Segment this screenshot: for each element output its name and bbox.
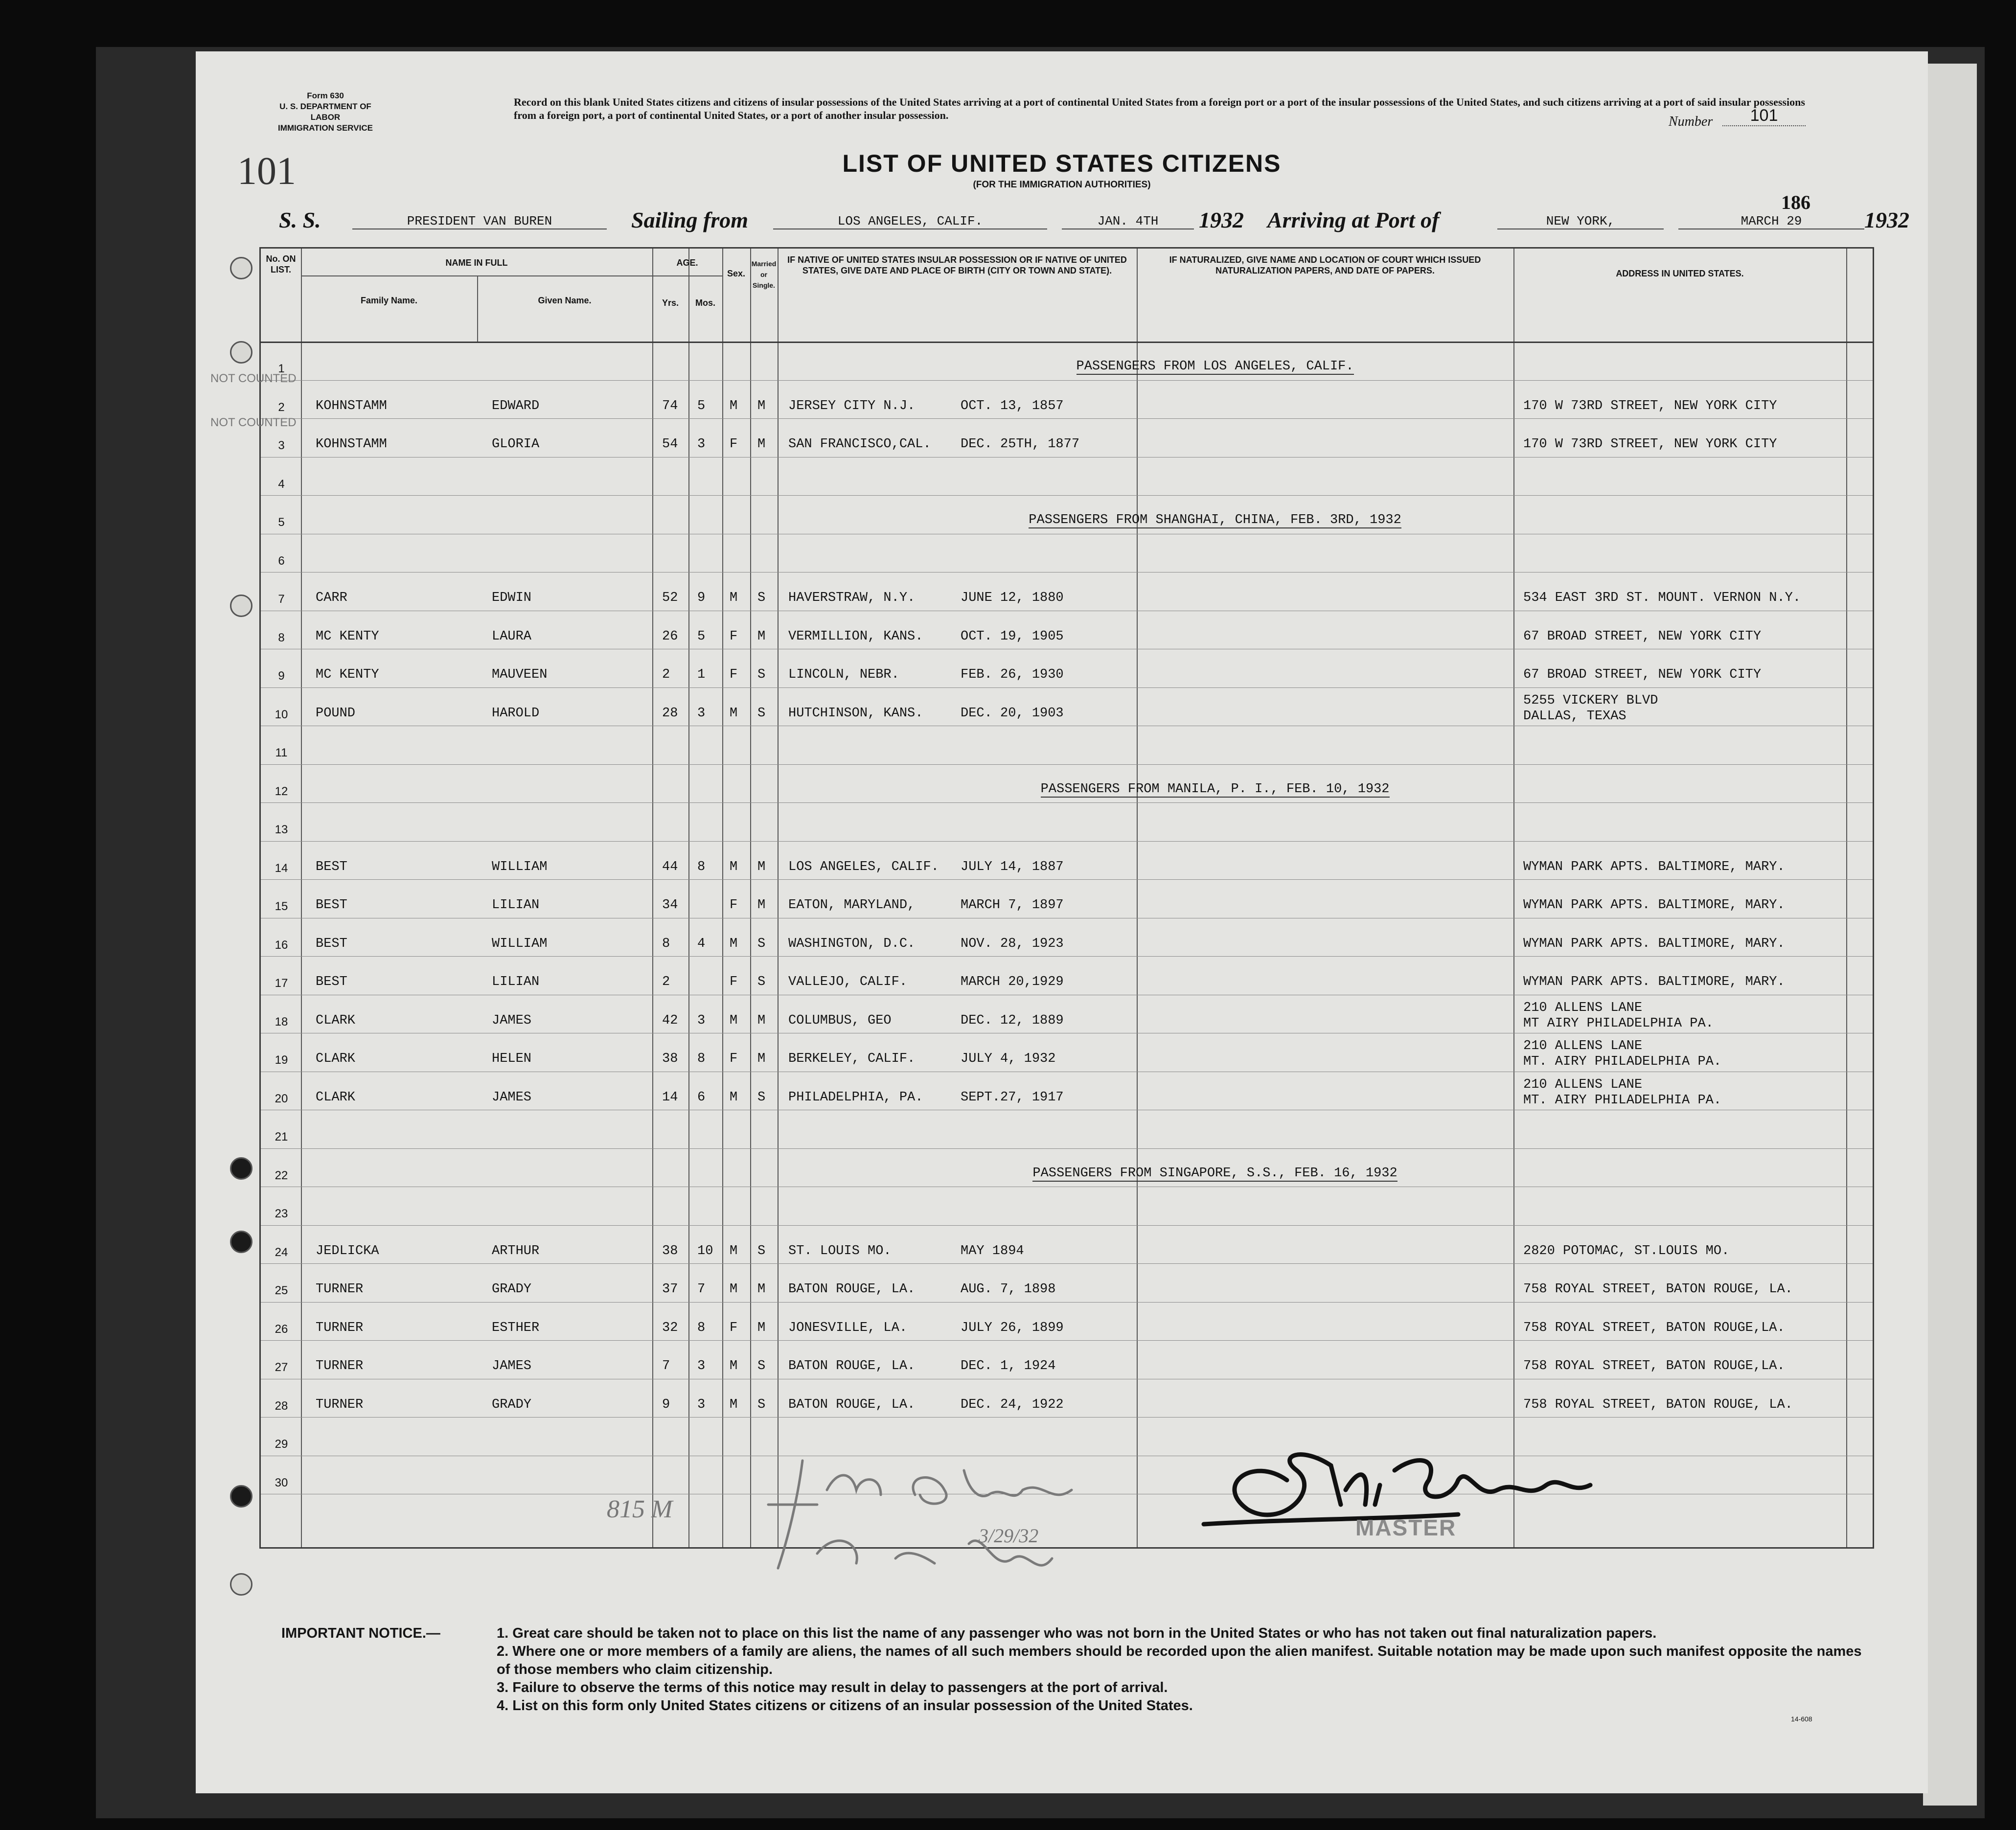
row-number: 8 <box>278 631 285 644</box>
row-rule <box>261 1340 1873 1341</box>
age-years: 8 <box>662 936 670 951</box>
given-name: HAROLD <box>492 706 540 721</box>
row-rule <box>261 1148 1873 1149</box>
sex: F <box>730 975 738 989</box>
row-rule <box>261 1417 1873 1418</box>
row-rule <box>261 802 1873 803</box>
handwritten-page-mark: 101 <box>237 150 296 193</box>
sex: M <box>730 1359 738 1373</box>
section-heading: PASSENGERS FROM MANILA, P. I., FEB. 10, 1932 <box>1040 781 1390 797</box>
given-name: EDWARD <box>492 398 540 413</box>
from-year: 1932 <box>1199 207 1244 232</box>
age-months: 8 <box>697 1052 706 1066</box>
given-name: LAURA <box>492 629 532 644</box>
row-number: 30 <box>275 1476 288 1489</box>
row-rule <box>261 879 1873 880</box>
notice-item-3: 3. Failure to observe the terms of this notice may result in delay to passengers at the port of arrival. <box>497 1680 1168 1695</box>
address: 758 ROYAL STREET, BATON ROUGE,LA. <box>1523 1359 1785 1373</box>
family-name: TURNER <box>316 1320 364 1335</box>
side-stamp: NOT COUNTED <box>210 416 297 429</box>
birth-date: OCT. 19, 1905 <box>961 629 1064 644</box>
age-years: 38 <box>662 1052 678 1066</box>
address: 170 W 73RD STREET, NEW YORK CITY <box>1523 398 1777 413</box>
printer-mark: 14-608 <box>1791 1715 1812 1723</box>
sex: M <box>730 1013 738 1028</box>
marital-status: S <box>757 1397 766 1412</box>
sailing-label: Sailing from <box>631 207 749 232</box>
given-name: ARTHUR <box>492 1243 540 1258</box>
row-number: 5 <box>278 516 285 529</box>
given-name: GLORIA <box>492 437 540 452</box>
birth-place: LOS ANGELES, CALIF. <box>788 859 939 874</box>
birth-date: MARCH 20,1929 <box>961 975 1064 989</box>
address-line-2: DALLAS, TEXAS <box>1523 709 1627 724</box>
family-name: TURNER <box>316 1359 364 1373</box>
family-name: CLARK <box>316 1090 356 1105</box>
punch-hole <box>230 1485 252 1508</box>
row-number: 24 <box>275 1245 288 1259</box>
address-line-1: 210 ALLENS LANE <box>1523 1039 1643 1053</box>
family-name: POUND <box>316 706 356 721</box>
from-port: LOS ANGELES, CALIF. <box>773 214 1047 229</box>
notice-item-1: 1. Great care should be taken not to place on this list the name of any passenger who was not born in the United States or who has not taken out final naturalization papers. <box>497 1625 1657 1641</box>
birth-date: DEC. 24, 1922 <box>961 1397 1064 1412</box>
address: WYMAN PARK APTS. BALTIMORE, MARY. <box>1523 975 1785 989</box>
row-rule <box>261 1302 1873 1303</box>
birth-date: MAY 1894 <box>961 1243 1024 1258</box>
birth-place: JONESVILLE, LA. <box>788 1320 908 1335</box>
given-name: ESTHER <box>492 1320 540 1335</box>
manifest-page <box>196 51 1928 1793</box>
manifest-table <box>259 247 1874 1549</box>
header-sex: Sex. <box>727 269 746 278</box>
birth-date: DEC. 12, 1889 <box>961 1013 1064 1028</box>
family-name: MC KENTY <box>316 629 379 644</box>
sex: F <box>730 667 738 682</box>
address-line-1: 210 ALLENS LANE <box>1523 1000 1643 1015</box>
row-number: 9 <box>278 669 285 683</box>
given-name: MAUVEEN <box>492 667 548 682</box>
address: 67 BROAD STREET, NEW YORK CITY <box>1523 629 1762 644</box>
family-name: KOHNSTAMM <box>316 437 387 452</box>
marital-status: S <box>757 1359 766 1373</box>
row-number: 17 <box>275 977 288 990</box>
age-months: 3 <box>697 1013 706 1028</box>
header-name-in-full: NAME IN FULL <box>445 258 508 268</box>
age-months: 8 <box>697 1320 706 1335</box>
row-number: 6 <box>278 554 285 568</box>
birth-place: LINCOLN, NEBR. <box>788 667 899 682</box>
marital-status: M <box>757 898 766 913</box>
row-number: 4 <box>278 477 285 491</box>
row-number: 15 <box>275 900 288 913</box>
row-rule <box>261 956 1873 957</box>
address: 170 W 73RD STREET, NEW YORK CITY <box>1523 437 1777 452</box>
section-heading: PASSENGERS FROM SINGAPORE, S.S., FEB. 16, 1932 <box>1032 1166 1397 1181</box>
birth-date: MARCH 7, 1897 <box>961 898 1064 913</box>
address-line-2: MT. AIRY PHILADELPHIA PA. <box>1523 1054 1722 1069</box>
birth-date: DEC. 20, 1903 <box>961 706 1064 721</box>
birth-place: SAN FRANCISCO,CAL. <box>788 437 931 452</box>
header-address: ADDRESS IN UNITED STATES. <box>1616 269 1744 278</box>
punch-hole <box>230 1157 252 1180</box>
row-number: 2 <box>278 400 285 414</box>
row-rule <box>261 1225 1873 1226</box>
birth-place: HAVERSTRAW, N.Y. <box>788 591 916 605</box>
sex: F <box>730 1052 738 1066</box>
marital-status: S <box>757 936 766 951</box>
row-number: 14 <box>275 861 288 875</box>
header-mos: Mos. <box>695 298 715 308</box>
row-number: 10 <box>275 708 288 721</box>
family-name: CLARK <box>316 1052 356 1066</box>
ship-name: PRESIDENT VAN BUREN <box>352 214 607 229</box>
given-name: WILLIAM <box>492 936 548 951</box>
age-months: 4 <box>697 936 706 951</box>
sex: F <box>730 898 738 913</box>
age-years: 34 <box>662 898 678 913</box>
row-number: 19 <box>275 1053 288 1067</box>
birth-place: JERSEY CITY N.J. <box>788 398 916 413</box>
row-rule <box>261 1263 1873 1264</box>
birth-date: AUG. 7, 1898 <box>961 1282 1056 1297</box>
given-name: JAMES <box>492 1013 532 1028</box>
row-number: 16 <box>275 938 288 952</box>
sex: M <box>730 859 738 874</box>
marital-status: M <box>757 398 766 413</box>
address: 2820 POTOMAC, ST.LOUIS MO. <box>1523 1243 1730 1258</box>
address: WYMAN PARK APTS. BALTIMORE, MARY. <box>1523 898 1785 913</box>
given-name: LILIAN <box>492 898 540 913</box>
birth-place: EATON, MARYLAND, <box>788 898 916 913</box>
punch-hole <box>230 257 252 279</box>
age-years: 38 <box>662 1243 678 1258</box>
birth-place: BERKELEY, CALIF. <box>788 1052 916 1066</box>
age-years: 74 <box>662 398 678 413</box>
sex: M <box>730 398 738 413</box>
marital-status: S <box>757 975 766 989</box>
marital-status: M <box>757 859 766 874</box>
row-number: 21 <box>275 1130 288 1144</box>
row-number: 3 <box>278 439 285 452</box>
row-number: 1 <box>278 362 285 375</box>
row-number: 26 <box>275 1322 288 1336</box>
marital-status: M <box>757 1052 766 1066</box>
age-years: 32 <box>662 1320 678 1335</box>
birth-place: WASHINGTON, D.C. <box>788 936 916 951</box>
page-title: LIST OF UNITED STATES CITIZENS <box>842 150 1282 177</box>
birth-date: DEC. 25TH, 1877 <box>961 437 1080 452</box>
voyage-line <box>279 207 1908 236</box>
sex: F <box>730 437 738 452</box>
marital-status: S <box>757 1243 766 1258</box>
form-number: Form 630 <box>307 91 344 100</box>
age-months: 6 <box>697 1090 706 1105</box>
intro-text: Record on this blank United States citizens and citizens of insular possessions of the United States arriving at a port of continental United States from a foreign port or a port of the insular possessions of the United States, and such citizens arriving at a port of said insular possessions from a foreign port, a port of continental United States, or a port of another insular possession. <box>514 96 1805 121</box>
family-name: KOHNSTAMM <box>316 398 387 413</box>
age-years: 2 <box>662 975 670 989</box>
address-line-1: 210 ALLENS LANE <box>1523 1077 1643 1092</box>
row-number: 20 <box>275 1092 288 1105</box>
address-line-2: MT AIRY PHILADELPHIA PA. <box>1523 1016 1714 1031</box>
given-name: WILLIAM <box>492 859 548 874</box>
marital-status: M <box>757 1013 766 1028</box>
punch-hole <box>230 1231 252 1253</box>
age-months: 3 <box>697 1359 706 1373</box>
row-rule <box>261 841 1873 842</box>
row-number: 28 <box>275 1399 288 1413</box>
header-no: No. ON LIST. <box>266 254 296 274</box>
row-number: 7 <box>278 593 285 606</box>
marital-status: M <box>757 1320 766 1335</box>
birth-place: BATON ROUGE, LA. <box>788 1359 916 1373</box>
side-stamp: NOT COUNTED <box>210 372 297 385</box>
age-months: 1 <box>697 667 706 682</box>
marital-status: S <box>757 667 766 682</box>
row-number: 27 <box>275 1361 288 1374</box>
sex: F <box>730 1320 738 1335</box>
sex: M <box>730 936 738 951</box>
address: 67 BROAD STREET, NEW YORK CITY <box>1523 667 1762 682</box>
row-rule <box>261 687 1873 688</box>
address: 758 ROYAL STREET, BATON ROUGE, LA. <box>1523 1282 1793 1297</box>
row-number: 22 <box>275 1168 288 1182</box>
master-signature <box>1184 1436 1869 1544</box>
age-years: 26 <box>662 629 678 644</box>
sex: M <box>730 1397 738 1412</box>
number-value: 101 <box>1722 106 1806 126</box>
age-months: 5 <box>697 629 706 644</box>
given-name: GRADY <box>492 1282 532 1297</box>
family-name: TURNER <box>316 1397 364 1412</box>
arriving-label: Arriving at Port of <box>1267 207 1440 232</box>
punch-hole <box>230 595 252 617</box>
address: WYMAN PARK APTS. BALTIMORE, MARY. <box>1523 936 1785 951</box>
family-name: BEST <box>316 975 347 989</box>
address: 758 ROYAL STREET, BATON ROUGE, LA. <box>1523 1397 1793 1412</box>
birth-date: JULY 4, 1932 <box>961 1052 1056 1066</box>
sex: M <box>730 1282 738 1297</box>
department: U. S. DEPARTMENT OF LABOR <box>279 102 371 122</box>
age-years: 14 <box>662 1090 678 1105</box>
row-rule <box>261 457 1873 458</box>
page-subtitle: (FOR THE IMMIGRATION AUTHORITIES) <box>973 180 1151 190</box>
row-number: 29 <box>275 1438 288 1451</box>
birth-place: HUTCHINSON, KANS. <box>788 706 923 721</box>
family-name: MC KENTY <box>316 667 379 682</box>
row-rule <box>261 764 1873 765</box>
birth-place: VALLEJO, CALIF. <box>788 975 908 989</box>
age-months: 3 <box>697 437 706 452</box>
age-years: 7 <box>662 1359 670 1373</box>
marital-status: M <box>757 629 766 644</box>
row-rule <box>261 380 1873 381</box>
age-years: 2 <box>662 667 670 682</box>
marital-status: S <box>757 706 766 721</box>
given-name: GRADY <box>492 1397 532 1412</box>
page-edge <box>1923 64 1977 1806</box>
punch-hole <box>230 1573 252 1596</box>
age-months: 3 <box>697 706 706 721</box>
age-years: 9 <box>662 1397 670 1412</box>
sex: M <box>730 1243 738 1258</box>
header-age: AGE. <box>676 258 698 268</box>
family-name: BEST <box>316 936 347 951</box>
age-years: 42 <box>662 1013 678 1028</box>
birth-date: SEPT.27, 1917 <box>961 1090 1064 1105</box>
section-heading: PASSENGERS FROM SHANGHAI, CHINA, FEB. 3RD, 1932 <box>1029 513 1401 527</box>
to-port: NEW YORK, <box>1497 214 1664 229</box>
row-rule <box>261 418 1873 419</box>
notice-item-4: 4. List on this form only United States citizens or citizens of an insular possession of the United States. <box>497 1698 1193 1714</box>
birth-place: VERMILLION, KANS. <box>788 629 923 644</box>
from-date: JAN. 4TH <box>1062 214 1194 229</box>
marital-status: M <box>757 437 766 452</box>
punch-hole <box>230 341 252 364</box>
row-number: 18 <box>275 1015 288 1029</box>
marital-status: S <box>757 1090 766 1105</box>
row-rule <box>261 495 1873 496</box>
header-birth: IF NATIVE OF UNITED STATES INSULAR POSSESSION OR IF NATIVE OF UNITED STATES, GIVE DATE AND PLACE OF BIRTH (CITY OR TOWN AND STATE). <box>787 255 1127 275</box>
row-number: 12 <box>275 784 288 798</box>
given-name: JAMES <box>492 1090 532 1105</box>
marital-status: M <box>757 1282 766 1297</box>
header-family-name: Family Name. <box>360 296 418 305</box>
header-given-name: Given Name. <box>538 296 592 305</box>
family-name: CARR <box>316 591 347 605</box>
birth-date: OCT. 13, 1857 <box>961 398 1064 413</box>
marital-status: S <box>757 591 766 605</box>
age-months: 7 <box>697 1282 706 1297</box>
age-years: 44 <box>662 859 678 874</box>
given-name: HELEN <box>492 1052 532 1066</box>
notice-item-2: 2. Where one or more members of a family are aliens, the names of all such members should be recorded upon the alien manifest. Suitable notation may be made upon such manifest opposite the names of those members who claim citizenship. <box>497 1644 1862 1677</box>
sex: F <box>730 629 738 644</box>
address-line-2: MT. AIRY PHILADELPHIA PA. <box>1523 1093 1722 1108</box>
family-name: BEST <box>316 859 347 874</box>
header-yrs: Yrs. <box>662 298 679 308</box>
birth-date: DEC. 1, 1924 <box>961 1359 1056 1373</box>
given-name: JAMES <box>492 1359 532 1373</box>
age-years: 54 <box>662 437 678 452</box>
number-label: Number <box>1669 114 1713 129</box>
birth-date: JUNE 12, 1880 <box>961 591 1064 605</box>
given-name: EDWIN <box>492 591 532 605</box>
sex: M <box>730 706 738 721</box>
birth-place: PHILADELPHIA, PA. <box>788 1090 923 1105</box>
master-stamp: MASTER <box>1355 1515 1457 1540</box>
sex: M <box>730 591 738 605</box>
row-number: 11 <box>275 746 288 759</box>
family-name: BEST <box>316 898 347 913</box>
age-years: 37 <box>662 1282 678 1297</box>
header-naturalized: IF NATURALIZED, GIVE NAME AND LOCATION OF COURT WHICH ISSUED NATURALIZATION PAPERS, AND DATE OF PAPERS. <box>1169 255 1481 275</box>
address-line-1: 5255 VICKERY BLVD <box>1523 693 1658 708</box>
address: 758 ROYAL STREET, BATON ROUGE,LA. <box>1523 1320 1785 1335</box>
age-months: 10 <box>697 1243 713 1258</box>
sex: M <box>730 1090 738 1105</box>
family-name: TURNER <box>316 1282 364 1297</box>
family-name: CLARK <box>316 1013 356 1028</box>
birth-date: JULY 26, 1899 <box>961 1320 1064 1335</box>
birth-date: JULY 14, 1887 <box>961 859 1064 874</box>
family-name: JEDLICKA <box>316 1243 379 1258</box>
address: 534 EAST 3RD ST. MOUNT. VERNON N.Y. <box>1523 591 1801 605</box>
form-header <box>264 91 387 134</box>
service: IMMIGRATION SERVICE <box>278 123 373 133</box>
row-number: 25 <box>275 1284 288 1297</box>
age-years: 52 <box>662 591 678 605</box>
given-name: LILIAN <box>492 975 540 989</box>
age-months: 3 <box>697 1397 706 1412</box>
address: WYMAN PARK APTS. BALTIMORE, MARY. <box>1523 859 1785 874</box>
birth-date: NOV. 28, 1923 <box>961 936 1064 951</box>
birth-place: BATON ROUGE, LA. <box>788 1397 916 1412</box>
birth-place: ST. LOUIS MO. <box>788 1243 892 1258</box>
section-heading: PASSENGERS FROM LOS ANGELES, CALIF. <box>1076 359 1354 374</box>
ss-label: S. S. <box>279 207 321 232</box>
birth-place: BATON ROUGE, LA. <box>788 1282 916 1297</box>
row-number: 13 <box>275 823 288 836</box>
header-married: Married or Single. <box>751 260 777 289</box>
to-year: 1932 <box>1864 207 1909 232</box>
age-months: 9 <box>697 591 706 605</box>
age-months: 5 <box>697 398 706 413</box>
birth-date: FEB. 26, 1930 <box>961 667 1064 682</box>
to-date: MARCH 29 <box>1678 214 1864 229</box>
birth-place: COLUMBUS, GEO <box>788 1013 892 1028</box>
margin-note: 815 M <box>607 1495 673 1523</box>
row-number: 23 <box>275 1207 288 1220</box>
inspector-signature <box>758 1431 1199 1598</box>
notice-heading: IMPORTANT NOTICE.— <box>281 1625 440 1641</box>
age-years: 28 <box>662 706 678 721</box>
inspector-date: 3/29/32 <box>979 1525 1039 1547</box>
age-months: 8 <box>697 859 706 874</box>
stamp-number: 186 <box>1781 191 1810 213</box>
